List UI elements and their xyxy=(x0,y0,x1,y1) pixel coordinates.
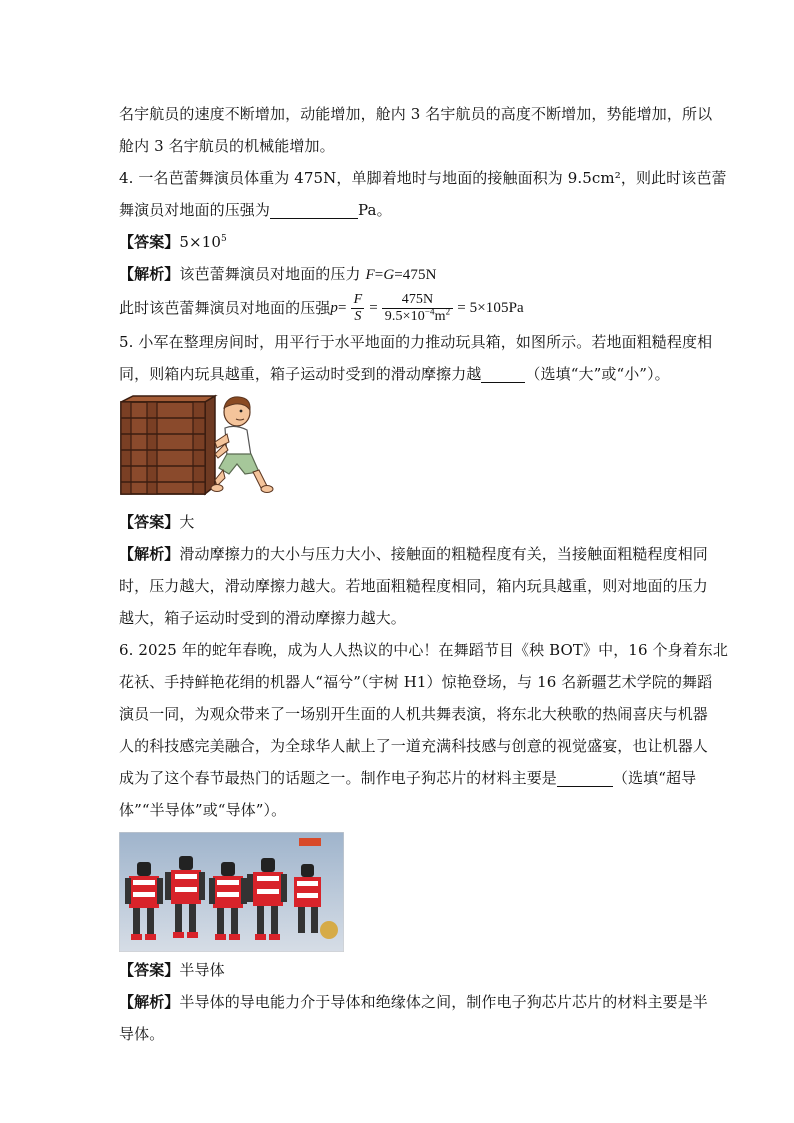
answer-value: 大 xyxy=(179,513,195,531)
explanation-4-line-1 xyxy=(119,258,679,290)
explanation-text: 该芭蕾舞演员对地面的压力 xyxy=(179,265,366,283)
explanation-tag: 【解析】 xyxy=(119,545,180,563)
document-body xyxy=(119,98,728,1050)
question-4-line-1: 4. 一名芭蕾舞演员体重为 475N，单脚着地时与地面的接触面积为 9.5cm²，则此时该芭蕾 xyxy=(119,169,727,187)
math-symbol: = xyxy=(374,267,384,283)
denominator-unit: m xyxy=(434,308,446,324)
result-unit: Pa xyxy=(508,300,524,316)
boy-pushing-crate-icon xyxy=(119,394,277,500)
question-text: （选填“大”或“小”）。 xyxy=(525,365,670,383)
question-text: 成为了这个春节最热门的话题之一。制作电子狗芯片的材料主要是 xyxy=(119,769,557,787)
question-4-line-2 xyxy=(119,194,679,226)
explanation-4-formula: 此时该芭蕾舞演员对地面的压强 p = $\frac{F}{S}$ = $\frac{475N}{9.5\times 10^{-4}m^2}$ = 5×10 5 Pa xyxy=(119,291,524,324)
answer-tag: 【答案】 xyxy=(119,513,180,531)
paragraph-line: 舱内 3 名宇航员的机械能增加。 xyxy=(119,137,335,155)
answer-value: 5×10 xyxy=(179,233,222,251)
answer-4 xyxy=(119,226,679,258)
fraction-values xyxy=(382,292,453,325)
question-6-line-3: 演员一同，为观众带来了一场别开生面的人机共舞表演，将东北大秧歌的热闹喜庆与机器 xyxy=(119,705,708,723)
explanation-tag: 【解析】 xyxy=(119,993,180,1011)
denominator-base: 9.5×10 xyxy=(384,308,425,324)
dancing-robots-icon xyxy=(119,832,344,952)
unit-exponent: 2 xyxy=(445,305,451,316)
answer-exponent: 5 xyxy=(221,234,227,244)
question-5-line-1: 5. 小军在整理房间时，用平行于水平地面的力推动玩具箱，如图所示。若地面粗糙程度相 xyxy=(119,333,713,351)
answer-tag: 【答案】 xyxy=(119,961,180,979)
question-6-line-6: 体”“半导体”或“导体”）。 xyxy=(119,801,287,819)
explanation-tag: 【解析】 xyxy=(119,265,180,283)
question-text: Pa。 xyxy=(358,201,392,219)
question-6-line-5 xyxy=(119,762,697,794)
fraction-numerator: 475N xyxy=(401,291,434,307)
crate-icon xyxy=(121,396,215,494)
answer-6 xyxy=(119,954,679,986)
explanation-text: 滑动摩擦力的大小与压力大小、接触面的粗糙程度有关，当接触面粗糙程度相同 xyxy=(179,545,708,563)
explanation-6-line-2: 导体。 xyxy=(119,1025,165,1043)
fraction-numerator: F xyxy=(353,291,363,307)
explanation-5-line-2: 时，压力越大，滑动摩擦力越大。若地面粗糙程度相同，箱内玩具越重，则对地面的压力 xyxy=(119,577,708,595)
question-6-line-4: 人的科技感完美融合，为全球华人献上了一道充满科技感与创意的视觉盛宴，也让机器人 xyxy=(119,737,708,755)
paragraph-line: 名宇航员的速度不断增加，动能增加，舱内 3 名宇航员的高度不断增加，势能增加，所以 xyxy=(119,105,713,123)
question-text: 同，则箱内玩具越重，箱子运动时受到的滑动摩擦力越 xyxy=(119,365,482,383)
question-text: 舞演员对地面的压强为 xyxy=(119,201,271,219)
question-text: （选填“超导 xyxy=(612,769,697,787)
answer-blank xyxy=(481,364,525,383)
answer-blank xyxy=(557,768,613,787)
dancing-robots-photo xyxy=(119,832,344,952)
fraction-denominator xyxy=(382,305,453,325)
math-symbol: = xyxy=(338,300,347,316)
fraction-f-over-s xyxy=(351,292,366,325)
math-symbol: p xyxy=(330,300,339,316)
math-result: = 5×10 xyxy=(457,300,501,316)
question-6-line-2: 花袄、手持鲜艳花绢的机器人“福兮”（宇树 H1）惊艳登场，与 16 名新疆艺术学院的舞蹈 xyxy=(119,673,713,691)
fraction-denominator: S xyxy=(351,308,364,325)
answer-value: 半导体 xyxy=(179,961,225,979)
math-symbol: G xyxy=(383,267,395,283)
math-value: =475N xyxy=(394,267,437,283)
explanation-5-line-3: 越大，箱子运动时受到的滑动摩擦力越大。 xyxy=(119,609,406,627)
explanation-6-line-1 xyxy=(119,986,708,1018)
answer-blank xyxy=(270,200,358,219)
explanation-text: 此时该芭蕾舞演员对地面的压强 xyxy=(119,299,331,317)
answer-5 xyxy=(119,506,679,538)
question-6-line-1: 6. 2025 年的蛇年春晚，成为人人热议的中心！在舞蹈节目《秧 BOT》中，16 个身着东北 xyxy=(119,641,728,659)
math-symbol: F xyxy=(365,267,375,283)
explanation-5-line-1 xyxy=(119,538,708,570)
denominator-exponent: −4 xyxy=(424,305,435,316)
explanation-text: 半导体的导电能力介于导体和绝缘体之间，制作电子狗芯片芯片的材料主要是半 xyxy=(179,993,708,1011)
boy-pushing-crate-figure xyxy=(119,394,277,500)
answer-tag: 【答案】 xyxy=(119,233,180,251)
question-5-line-2 xyxy=(119,358,679,390)
math-symbol: = xyxy=(369,300,378,316)
boy-icon xyxy=(211,397,273,493)
